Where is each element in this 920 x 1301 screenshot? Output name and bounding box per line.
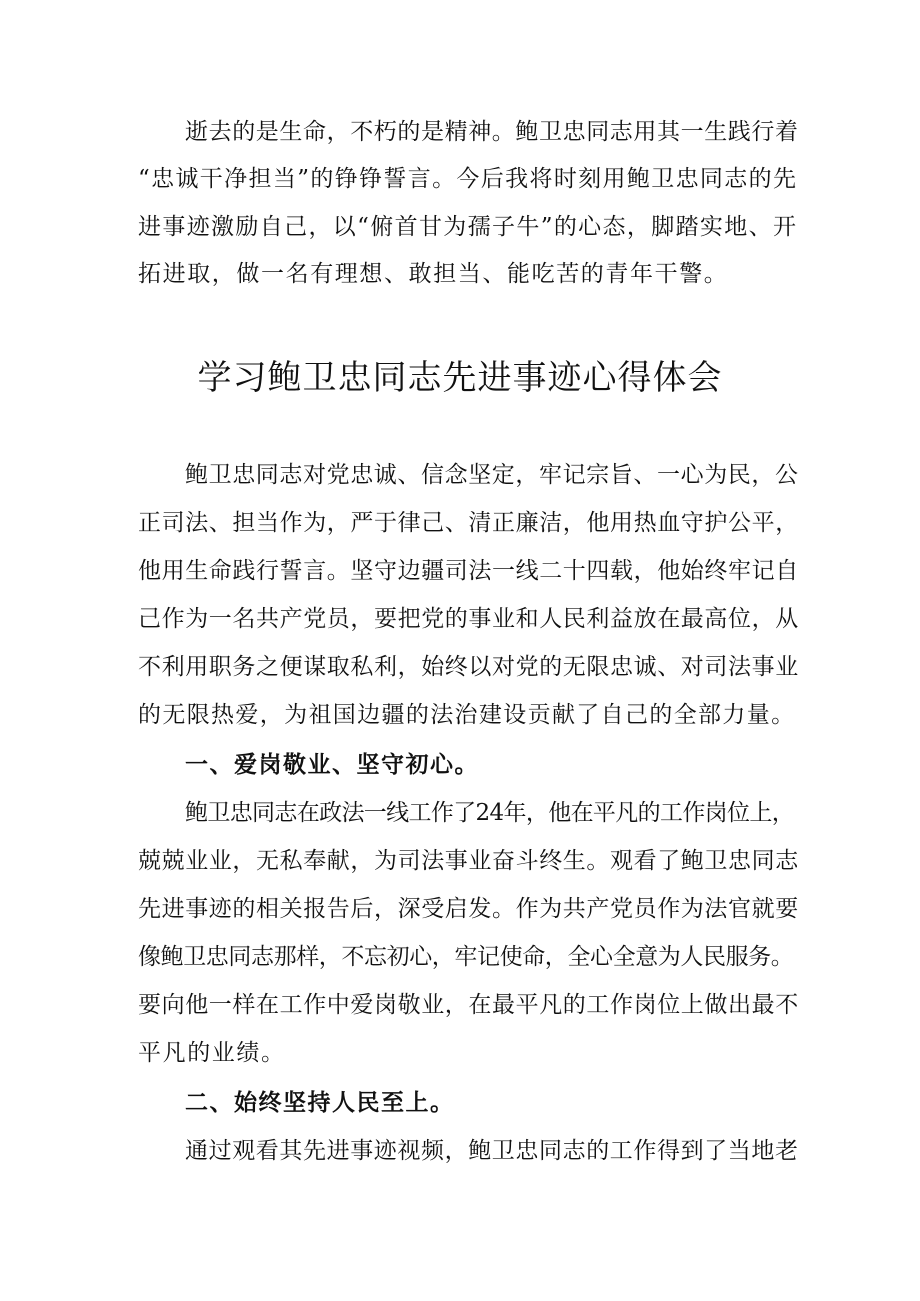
paragraph1-line-4: 己作为一名共产党员，要把党的事业和人民利益放在最高位，从 [138,606,799,632]
paragraph1-line-5: 不利用职务之便谋取私利，始终以对党的无限忠诚、对司法事业 [138,654,799,680]
paragraph2-line-2: 兢兢业业，无私奉献，为司法事业奋斗终生。观看了鲍卫忠同志 [138,848,799,874]
intro-line-3: 进事迹激励自己，以“俯首甘为孺子牛”的心态，脚踏实地、开 [138,214,798,240]
intro-line-1: 逝去的是生命，不朽的是精神。鲍卫忠同志用其一生践行着 [185,119,799,145]
section-heading-2: 二、始终坚持人民至上。 [185,1090,455,1116]
paragraph3-line-1: 通过观看其先进事迹视频，鲍卫忠同志的工作得到了当地老 [185,1138,799,1164]
paragraph2-line-6: 平凡的业绩。 [138,1040,286,1066]
section-heading-1: 一、爱岗敬业、坚守初心。 [185,752,479,778]
article-title: 学习鲍卫忠同志先进事迹心得体会 [197,358,723,398]
intro-line-2: “忠诚干净担当”的铮铮誓言。今后我将时刻用鲍卫忠同志的先 [138,166,798,192]
paragraph2-line-3: 先进事迹的相关报告后，深受启发。作为共产党员作为法官就要 [138,896,799,922]
paragraph2-line-5: 要向他一样在工作中爱岗敬业，在最平凡的工作岗位上做出最不 [138,992,799,1018]
paragraph1-line-2: 正司法、担当作为，严于律己、清正廉洁，他用热血守护公平， [138,510,799,536]
paragraph1-line-3: 他用生命践行誓言。坚守边疆司法一线二十四载，他始终牢记自 [138,558,799,584]
paragraph1-line-1: 鲍卫忠同志对党忠诚、信念坚定，牢记宗旨、一心为民，公 [185,462,799,488]
paragraph2-line-4: 像鲍卫忠同志那样，不忘初心，牢记使命，全心全意为人民服务。 [138,944,794,970]
paragraph2-line-1: 鲍卫忠同志在政法一线工作了24年，他在平凡的工作岗位上， [185,800,795,826]
paragraph1-line-6: 的无限热爱，为祖国边疆的法治建设贡献了自己的全部力量。 [138,702,796,728]
intro-line-4: 拓进取，做一名有理想、敢担当、能吃苦的青年干警。 [138,261,729,287]
